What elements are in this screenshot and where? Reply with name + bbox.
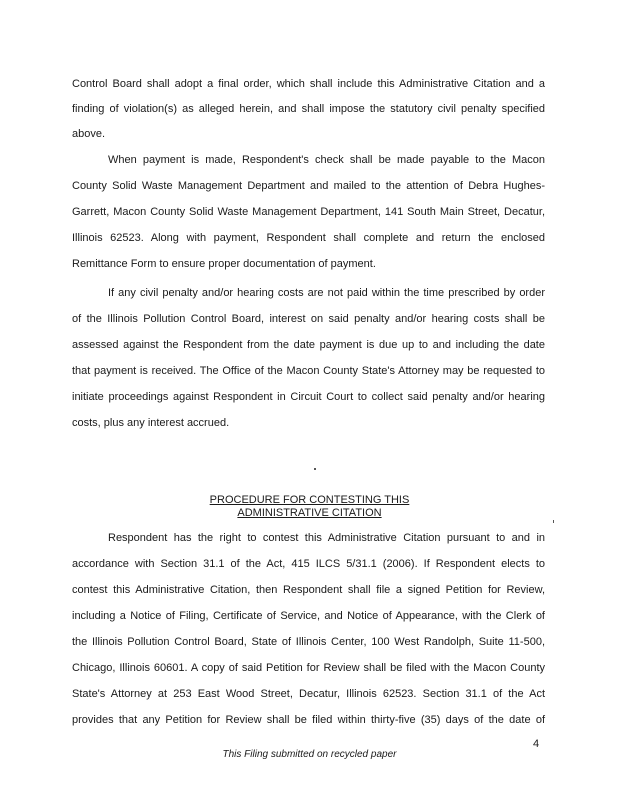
paragraph-3-line-2: of the Illinois Pollution Control Board, interest on said penalty and/or hearing costs shall be [72,313,545,325]
paragraph-1-line-2: finding of violation(s) as alleged herein, and shall impose the statutory civil penalty specified [72,103,545,115]
paragraph-4-line-4: including a Notice of Filing, Certificate of Service, and Notice of Appearance, with the Clerk of [72,610,545,622]
paragraph-4-line-7: State's Attorney at 253 East Wood Street, Decatur, Illinois 62523. Section 31.1 of the Act [72,688,545,700]
paragraph-4-line-6: Chicago, Illinois 60601. A copy of said Petition for Review shall be filed with the Macon County [72,662,545,674]
paragraph-4-line-2: accordance with Section 31.1 of the Act, 415 ILCS 5/31.1 (2006). If Respondent elects to [72,558,545,570]
paragraph-4-line-8: provides that any Petition for Review shall be filed within thirty-five (35) days of the date of [72,714,545,726]
scan-speck [553,520,554,523]
paragraph-4-line-3: contest this Administrative Citation, then Respondent shall file a signed Petition for Review, [72,584,545,596]
paragraph-2-line-2: County Solid Waste Management Department and mailed to the attention of Debra Hughes- [72,180,545,192]
paragraph-2-line-1: When payment is made, Respondent's check shall be made payable to the Macon [108,154,545,166]
paragraph-3-line-4: that payment is received. The Office of the Macon County State's Attorney may be requested to [72,365,545,377]
paragraph-2-line-3: Garrett, Macon County Solid Waste Management Department, 141 South Main Street, Decatur, [72,206,545,218]
scan-speck [314,468,316,470]
paragraph-3-line-5: initiate proceedings against Respondent in Circuit Court to collect said penalty and/or hearing [72,391,545,403]
paragraph-1-line-1: Control Board shall adopt a final order, which shall include this Administrative Citation and a [72,78,545,90]
paragraph-4-line-5: the Illinois Pollution Control Board, State of Illinois Center, 100 West Randolph, Suite 11-500, [72,636,545,648]
paragraph-2-line-4: Illinois 62523. Along with payment, Respondent shall complete and return the enclosed [72,232,545,244]
paragraph-4-line-1: Respondent has the right to contest this Administrative Citation pursuant to and in [108,532,545,544]
paragraph-3-line-1: If any civil penalty and/or hearing costs are not paid within the time prescribed by order [108,287,545,299]
paragraph-3-line-6: costs, plus any interest accrued. [72,417,230,429]
paragraph-3-line-3: assessed against the Respondent from the date payment is due up to and including the date [72,339,545,351]
section-heading-line-1: PROCEDURE FOR CONTESTING THIS [209,494,410,506]
paragraph-1-line-3: above. [72,128,106,140]
footer-note: This Filing submitted on recycled paper [222,749,397,760]
section-heading-line-2: ADMINISTRATIVE CITATION [237,507,382,519]
paragraph-2-line-5: Remittance Form to ensure proper documentation of payment. [72,258,376,270]
page-number: 4 [533,738,540,750]
